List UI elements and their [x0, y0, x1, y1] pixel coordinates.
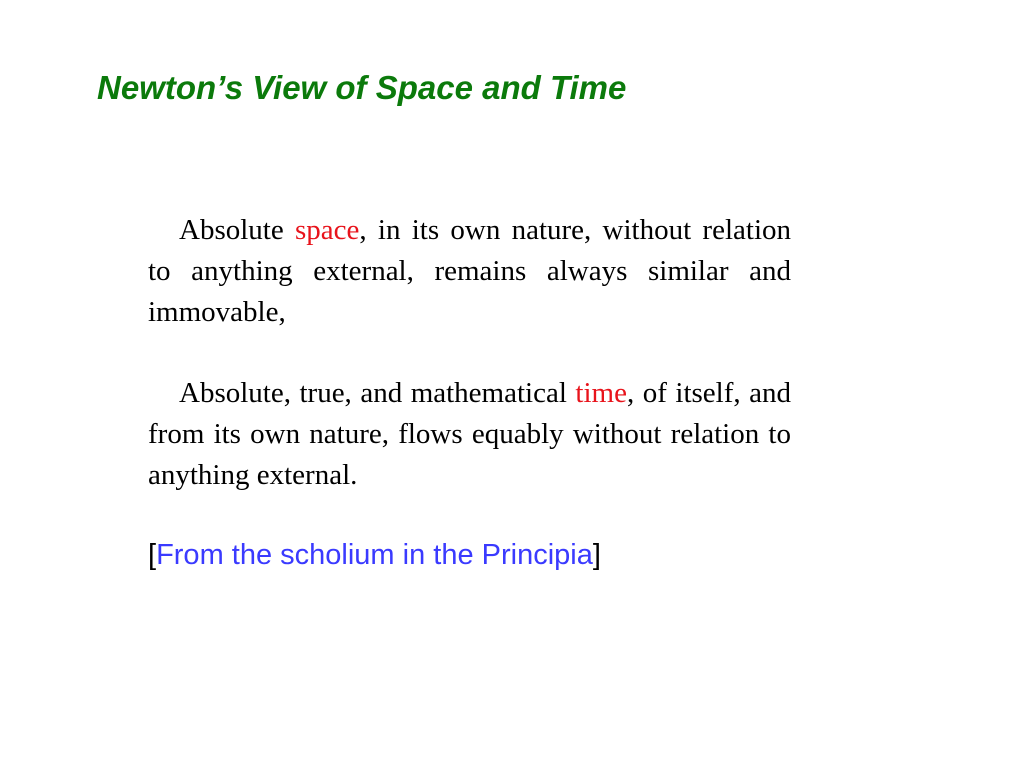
source-citation	[148, 533, 791, 577]
space-paragraph-start: Absolute	[179, 214, 295, 246]
space-paragraph	[148, 210, 791, 333]
time-paragraph-start: Absolute, true, and mathematical	[179, 377, 576, 409]
space-term: space	[294, 214, 360, 246]
space-paragraph-end: , in its own nature, without relation to anything external, remains always similar and immovable,	[148, 214, 792, 328]
close-bracket: ]	[592, 539, 601, 571]
slide-title: Newton’s View of Space and Time	[97, 69, 627, 106]
open-bracket: [	[148, 539, 157, 571]
source-text: From the scholium in the Principia	[156, 539, 593, 571]
quote-block	[148, 210, 791, 577]
time-paragraph	[148, 373, 791, 496]
time-paragraph-end: , of itself, and from its own nature, flows equably without relation to anything external.	[148, 377, 792, 491]
time-term: time	[575, 377, 627, 409]
